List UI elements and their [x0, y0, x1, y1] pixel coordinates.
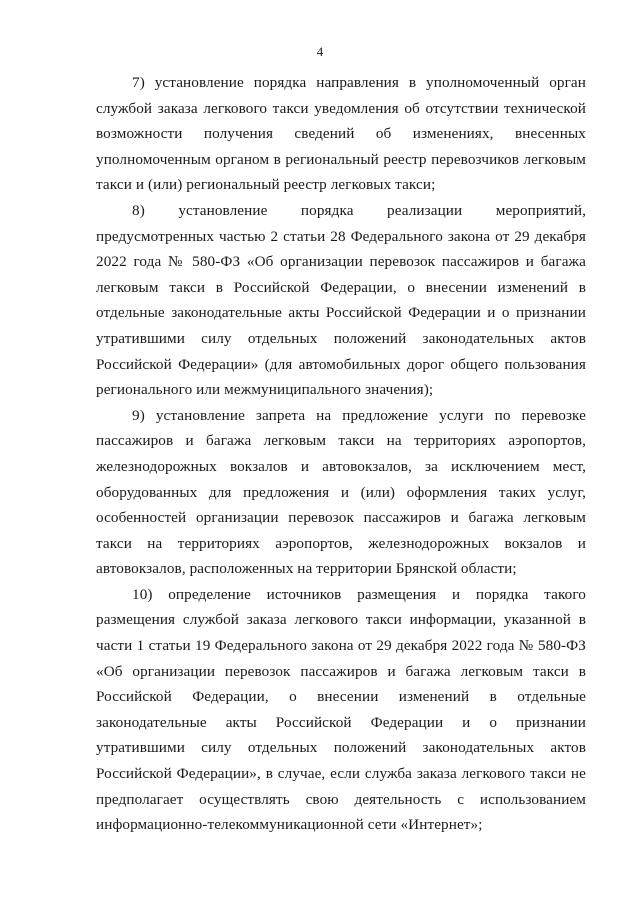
document-body — [96, 70, 586, 838]
paragraph-item-9: 9) установление запрета на предложение услуги по перевозке пассажиров и багажа легковым такси на территориях аэропортов, железнодорожных вокзалов и автовокзалов, за исключением мест, оборудованных для предложения и (или) оформления таких услуг, особенностей организации перевозок пассажиров и багажа легковым такси на территориях аэропортов, железнодорожных вокзалов и автовокзалов, расположенных на территории Брянской области; — [96, 406, 586, 578]
page-number: 4 — [316, 44, 324, 59]
paragraph-item-8: 8) установление порядка реализации мероприятий, предусмотренных частью 2 статьи 28 Федерального закона от 29 декабря 2022 года № 580-ФЗ «Об организации перевозок пассажиров и багажа легковым такси в Российской Федерации, о внесении изменений в отдельные законодательные акты Российской Федерации и о признании утратившими силу отдельных положений законодательных актов Российской Федерации» (для автомобильных дорог общего пользования регионального или межмуниципального значения); — [96, 201, 586, 399]
paragraph-item-7: 7) установление порядка направления в уполномоченный орган службой заказа легкового такси уведомления об отсутствии технической возможности получения сведений об изменениях, внесенных уполномоченным органом в региональный реестр перевозчиков легковым такси и (или) региональный реестр легковых такси; — [96, 74, 586, 194]
paragraph-item-10: 10) определение источников размещения и порядка такого размещения службой заказа легкового такси информации, указанной в части 1 статьи 19 Федерального закона от 29 декабря 2022 года № 580-ФЗ «Об организации перевозок пассажиров и багажа легковым такси в Российской Федерации, о внесении изменений в отдельные законодательные акты Российской Федерации и о признании утратившими силу отдельных положений законодательных актов Российской Федерации», в случае, если служба заказа легкового такси не предполагает осуществлять свою деятельность с использованием информационно-телекоммуникационной сети «Интернет»; — [96, 585, 586, 834]
